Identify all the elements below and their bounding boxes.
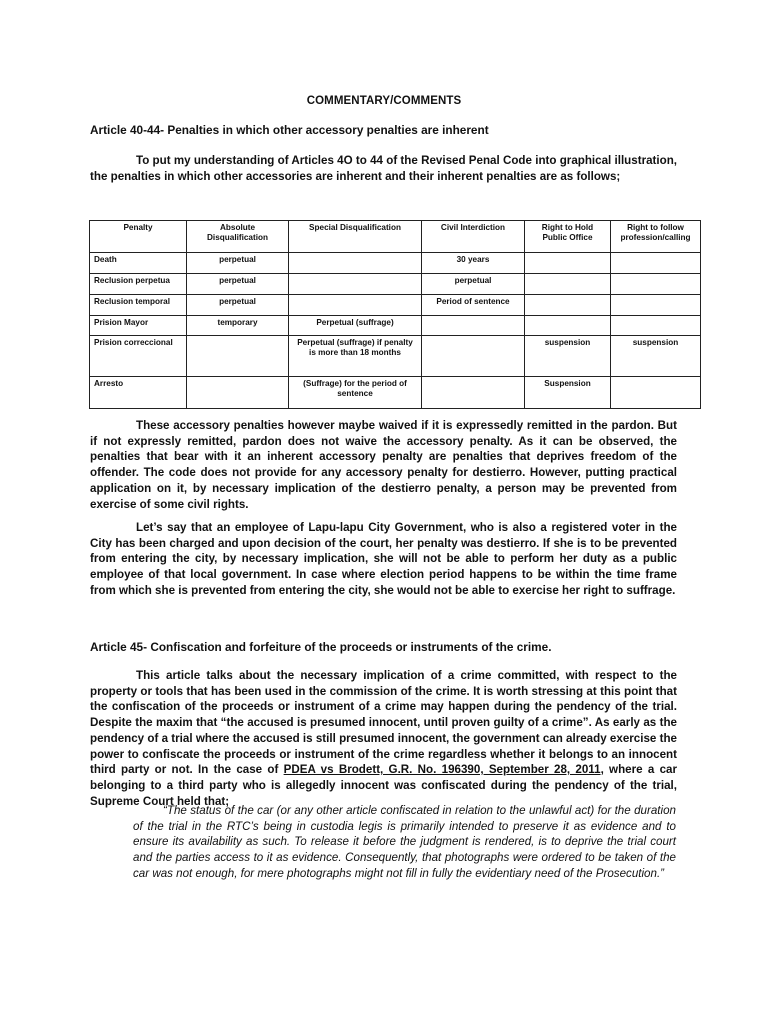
table-cell: Perpetual (suffrage) if penalty is more than 18 months	[289, 336, 422, 377]
body-paragraph-confiscation	[90, 668, 677, 809]
table-cell: suspension	[525, 336, 611, 377]
table-header-cell: Penalty	[90, 221, 187, 253]
table-header-cell: Special Disqualification	[289, 221, 422, 253]
table-cell: Suspension	[525, 377, 611, 409]
paragraph-text: , where a car belonging to a third party who is allegedly innocent was confiscated during the pendency of the trial, Supreme Court held that;	[90, 763, 677, 808]
table-row	[90, 336, 701, 377]
table-cell: suspension	[611, 336, 701, 377]
table-header-cell: Right to follow profession/calling	[611, 221, 701, 253]
table-cell: Arresto	[90, 377, 187, 409]
table-cell: Perpetual (suffrage)	[289, 316, 422, 336]
table-cell	[422, 316, 525, 336]
page-title: COMMENTARY/COMMENTS	[306, 95, 462, 107]
table-cell: temporary	[187, 316, 289, 336]
table-row	[90, 253, 701, 274]
table-cell	[525, 253, 611, 274]
table-cell: Reclusion temporal	[90, 295, 187, 316]
table-header-cell: Civil Interdiction	[422, 221, 525, 253]
body-paragraph-waiver: These accessory penalties however maybe waived if it is expressedly remitted in the pardon. But if not expressly remitted, pardon does not waive the accessory penalty. As it can be observed, the penalties that bear with it an inherent accessory penalty are penalties that deprives freedom of the offender. The code does not provide for any accessory penalty for destierro. However, putting practical application on it, by necessary implication of the destierro penalty, a person may be prevented from exercise of some civil rights.	[90, 419, 677, 511]
table-cell	[611, 316, 701, 336]
table-cell: perpetual	[187, 253, 289, 274]
table-cell	[289, 295, 422, 316]
table-cell	[525, 274, 611, 295]
block-quote: “The status of the car (or any other article confiscated in relation to the unlawful act) for the duration of the trial in the RTC’s being in custodia legis is primarily intended to preserve it as evidence and to ensure its availability as such. To release it before the judgment is rendered, is to deprive the trial court and the parties access to it as evidence. Consequently, that photographs were ordered to be taken of the car was not enough, for mere photographs might not fill in fully the evidentiary need of the Prosecution.”	[133, 804, 676, 880]
table-cell	[611, 253, 701, 274]
table-header-cell: Absolute Disqualification	[187, 221, 289, 253]
table-cell: perpetual	[187, 274, 289, 295]
table-cell: Period of sentence	[422, 295, 525, 316]
table-cell	[422, 336, 525, 377]
table-cell	[289, 274, 422, 295]
table-cell	[611, 377, 701, 409]
table-cell: Prision correccional	[90, 336, 187, 377]
table-cell	[187, 377, 289, 409]
table-row	[90, 377, 701, 409]
table-cell: Reclusion perpetua	[90, 274, 187, 295]
table-cell	[611, 274, 701, 295]
table-cell	[187, 336, 289, 377]
table-cell	[422, 377, 525, 409]
paragraph-text: This article talks about the necessary implication of a crime committed, with respect to the property or tools that has been used in the commission of the crime. It is worth stressing at this point that the confiscation of the proceeds or instrument of a crime may happen during the pendency of the trial. Despite the maxim that “the accused is presumed innocent, until proven guilty of a crime”. As early as the pendency of a trial where the accused is still presumed innocent, the government can already exercise the power to confiscate the proceeds or instrument of the crime regardless whether it belongs to an innocent third party or not. In the case of	[90, 669, 677, 777]
table-row	[90, 295, 701, 316]
table-row	[90, 274, 701, 295]
table-cell: perpetual	[422, 274, 525, 295]
intro-paragraph: To put my understanding of Articles 4O to 44 of the Revised Penal Code into graphical illustration, the penalties in which other accessories are inherent and their inherent penalties are as follows;	[90, 154, 677, 183]
table-cell: perpetual	[187, 295, 289, 316]
case-citation: PDEA vs Brodett, G.R. No. 196390, September 28, 2011	[283, 763, 601, 777]
table-cell	[289, 253, 422, 274]
table-cell: (Suffrage) for the period of sentence	[289, 377, 422, 409]
body-paragraph-example: Let’s say that an employee of Lapu-lapu City Government, who is also a registered voter in the City has been charged and upon decision of the court, her penalty was destierro. If she is to be prevented from entering the city, by necessary implication, she will not be able to perform her duty as a public employee of that local government. In case where election period happens to be within the time frame from which she is prevented from entering the city, she would not be able to exercise her right to suffrage.	[90, 521, 677, 597]
section-heading-article-45: Article 45- Confiscation and forfeiture of the proceeds or instruments of the crime.	[90, 640, 552, 654]
accessory-penalties-table	[89, 220, 701, 409]
table-header-cell: Right to Hold Public Office	[525, 221, 611, 253]
table-row	[90, 316, 701, 336]
table-cell: 30 years	[422, 253, 525, 274]
table-cell	[525, 316, 611, 336]
section-heading-article-40-44: Article 40-44- Penalties in which other accessory penalties are inherent	[90, 123, 489, 137]
table-cell: Death	[90, 253, 187, 274]
table-cell: Prision Mayor	[90, 316, 187, 336]
table-cell	[611, 295, 701, 316]
table-cell	[525, 295, 611, 316]
table-header-row	[90, 221, 701, 253]
